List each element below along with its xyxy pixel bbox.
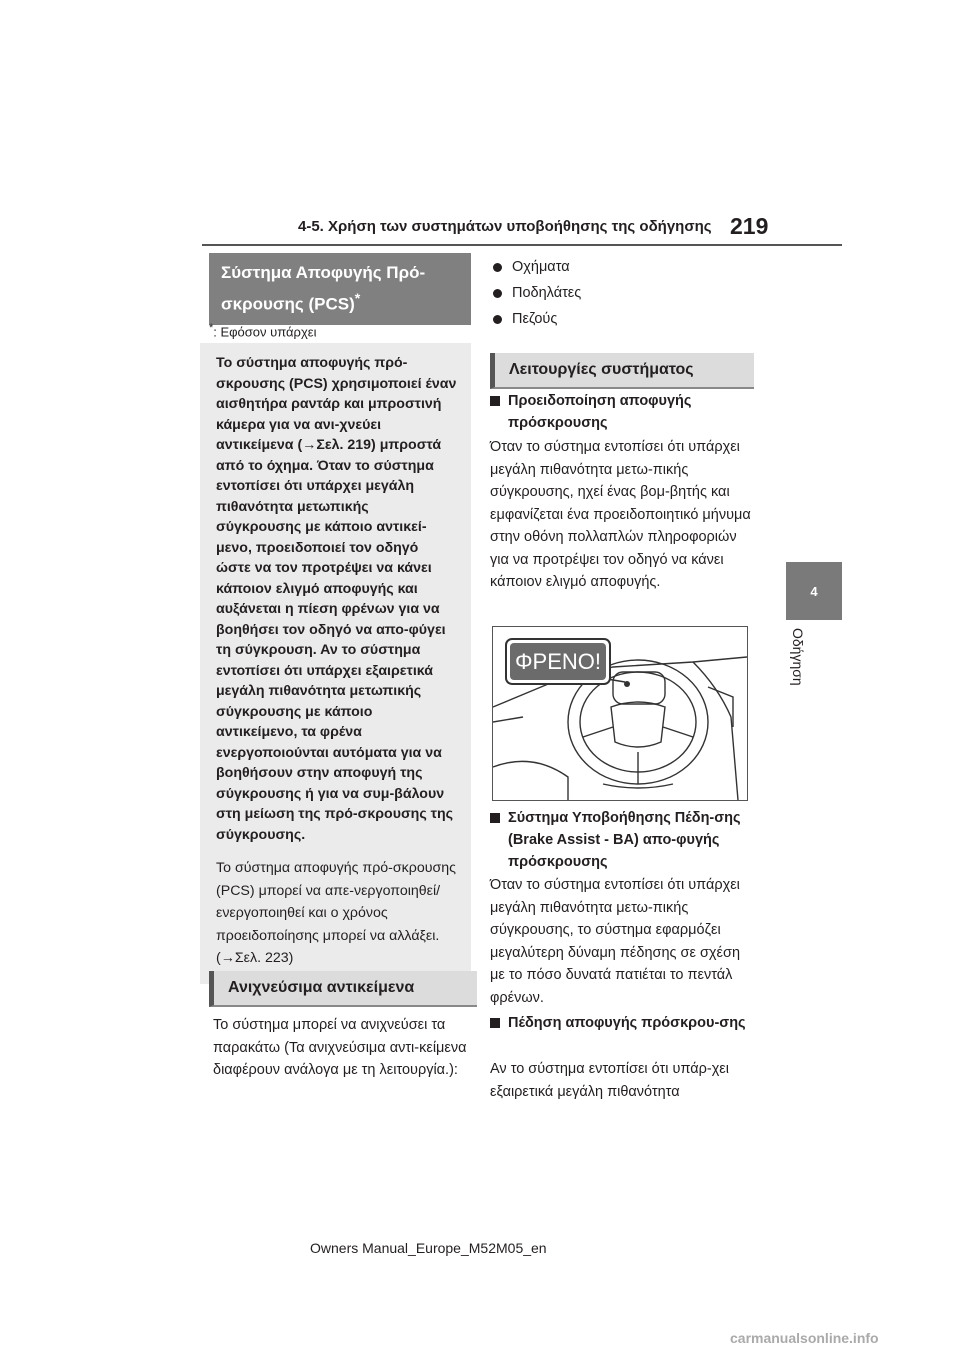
page-number: 219	[730, 213, 769, 239]
subheading-text: Σύστημα Υποβοήθησης Πέδη-σης (Brake Assist - BA) απο-φυγής πρόσκρουσης	[508, 810, 741, 870]
info-box	[200, 343, 471, 984]
chapter-number: 4	[810, 583, 818, 599]
subheading-warning	[490, 390, 745, 434]
info-box-normal-text: Το σύστημα αποφυγής πρό-σκρουσης (PCS) μπορεί να απε-νεργοποιηθεί/ενεργοποιηθεί και ο χρόνος προειδοποίησης μπορεί να αλλάξει. (→Σελ. 223)	[216, 860, 456, 966]
paragraph-brake-assist: Όταν το σύστημα εντοπίσει ότι υπάρχει μεγάλη πιθανότητα μετω-πικής σύγκρουσης, το σύστημα εφαρμόζει μεγαλύτερη δύναμη πέδησης σε σχέση με το πόσο δυνατά πατιέται το πεντάλ φρένων.	[490, 877, 741, 1006]
dashboard-illustration	[492, 626, 748, 801]
object-bullet-list	[490, 254, 581, 332]
square-bullet-icon	[490, 813, 500, 823]
list-item	[490, 254, 581, 280]
square-bullet-icon	[490, 396, 500, 406]
subheading-text: Πέδηση αποφυγής πρόσκρου-σης	[508, 1015, 746, 1031]
list-item-text: Οχήματα	[512, 259, 570, 275]
paragraph-pre-collision-braking: Αν το σύστημα εντοπίσει ότι υπάρ-χει εξαιρετικά μεγάλη πιθανότητα	[490, 1061, 729, 1100]
subheading-text: Προειδοποίηση αποφυγής πρόσκρουσης	[508, 393, 692, 431]
chapter-tab	[786, 562, 842, 620]
chapter-label: Οδήγηση	[790, 628, 806, 686]
pcs-heading-text: Σύστημα Αποφυγής Πρό-σκρουσης (PCS)	[221, 263, 426, 314]
list-item-text: Ποδηλάτες	[512, 285, 582, 301]
pcs-heading	[209, 253, 471, 325]
subheading-brake-assist	[490, 807, 752, 873]
watermark: carmanualsonline.info	[730, 1330, 879, 1346]
footnote-text: : Εφόσον υπάρχει	[213, 324, 317, 340]
brake-warning-message: ΦΡΕΝΟ!	[514, 649, 601, 674]
list-item	[490, 306, 581, 332]
bullet-icon	[493, 263, 502, 272]
detectable-text: Το σύστημα μπορεί να ανιχνεύσει τα παρακάτω (Τα ανιχνεύσιμα αντι-κείμενα διαφέρουν ανάλογα με τη λειτουργία.):	[213, 1017, 467, 1078]
bullet-icon	[493, 315, 502, 324]
header-title: 4-5. Χρήση των συστημάτων υποβοήθησης της οδήγησης	[298, 218, 712, 235]
footnote	[209, 322, 316, 339]
square-bullet-icon	[490, 1018, 500, 1028]
detectable-heading: Ανιχνεύσιμα αντικείμενα	[209, 971, 477, 1007]
header-rule	[202, 244, 842, 246]
paragraph-warning: Όταν το σύστημα εντοπίσει ότι υπάρχει μεγάλη πιθανότητα μετω-πικής σύγκρουσης, ηχεί ένας βομ-βητής και εμφανίζεται ένα προειδοποιητικό μήνυμα στην οθόνη πολλαπλών πληροφοριών για να προτρέψει τον οδηγό να κάνει κάποιον ελιγμό αποφυγής.	[490, 439, 751, 590]
bullet-icon	[493, 289, 502, 298]
list-item	[490, 280, 581, 306]
footnote-mark: *	[209, 322, 214, 334]
pcs-heading-mark: *	[354, 291, 361, 307]
info-box-bold-text: Το σύστημα αποφυγής πρό-σκρουσης (PCS) χρησιμοποιεί έναν αισθητήρα ραντάρ και μπροστινή κάμερα για να ανι-χνεύει αντικείμενα (→Σελ. 219) μπροστά από το όχημα. Όταν το σύστημα εντοπίσει ότι υπάρχει μεγάλη πιθανότητα μετωπικής σύγκρουσης με κάποιο αντικεί-μενο, προειδοποιεί τον οδηγό ώστε να τον προτρέψει να κάνει κάποιον ελιγμό αποφυγής και αυξάνεται η πίεση φρένων για να βοηθήσει τον οδηγό να απο-φύγει τη σύγκρουση. Αν το σύστημα εντοπίσει ότι υπάρχει εξαιρετικά μεγάλη πιθανότητα μετωπικής σύγκρουσης με κάποιο αντικείμενο, τα φρένα ενεργοποιούνται αυτόματα για να βοηθήσουν στην αποφυγή της σύγκρουσης ή για να συμ-βάλουν στη μείωση της πρό-σκρουσης της σύγκρουσης.	[216, 355, 457, 843]
functions-heading: Λειτουργίες συστήματος	[490, 353, 754, 389]
list-item-text: Πεζούς	[512, 311, 558, 327]
footer-text: Owners Manual_Europe_M52M05_en	[310, 1240, 547, 1256]
subheading-pre-collision-braking	[490, 1012, 752, 1034]
